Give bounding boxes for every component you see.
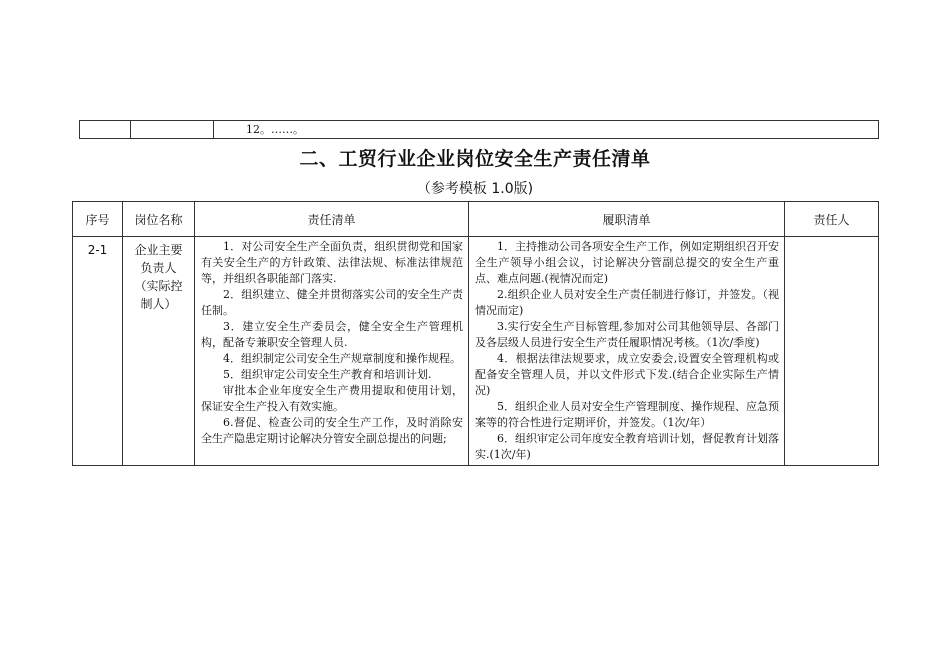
prev-cell-item: 12。……。 bbox=[214, 121, 879, 139]
performance-item: 1．主持推动公司各项安全生产工作，例如定期组织召开安全生产领导小组会议，讨论解决分管副总提交的安全生产重点、难点问题.(视情况而定) bbox=[475, 240, 779, 285]
table-row bbox=[73, 237, 879, 466]
previous-table-fragment bbox=[79, 120, 879, 139]
responsibility-item: 4．组织制定公司安全生产规章制度和操作规程。 bbox=[223, 352, 461, 365]
responsibility-item: 1．对公司安全生产全面负责，组织贯彻党和国家有关安全生产的方针政策、法律法规、标准法律规范等，并组织各职能部门落实. bbox=[201, 240, 463, 285]
previous-table-row bbox=[80, 121, 879, 139]
header-person: 责任人 bbox=[785, 202, 879, 237]
performance-list bbox=[469, 237, 785, 466]
responsibility-table bbox=[72, 201, 879, 466]
header-position: 岗位名称 bbox=[123, 202, 195, 237]
header-seq: 序号 bbox=[73, 202, 123, 237]
row-seq: 2-1 bbox=[73, 237, 123, 466]
responsibility-item: 3．建立安全生产委员会，健全安全生产管理机构，配备专兼职安全管理人员. bbox=[201, 320, 463, 349]
prev-cell-empty-2 bbox=[131, 121, 214, 139]
responsibility-item: 2．组织建立、健全并贯彻落实公司的安全生产责任制。 bbox=[201, 288, 463, 317]
row-person bbox=[785, 237, 879, 466]
header-responsibility: 责任清单 bbox=[195, 202, 469, 237]
performance-item: 5．组织企业人员对安全生产管理制度、操作规程、应急预案等的符合性进行定期评价，并签发。（1次/年） bbox=[475, 400, 779, 429]
performance-item: 4．根据法律法规要求，成立安委会,设置安全管理机构或配备安全管理人员，并以文件形式下发.(结合企业实际生产情况) bbox=[475, 352, 779, 397]
header-performance: 履职清单 bbox=[469, 202, 785, 237]
responsibility-item: 5．组织审定公司安全生产教育和培训计划. bbox=[223, 368, 432, 381]
row-position: 企业主要负责人（实际控制人） bbox=[123, 237, 195, 466]
section-title: 二、工贸行业企业岗位安全生产责任清单 bbox=[299, 148, 651, 170]
responsibility-list bbox=[195, 237, 469, 466]
prev-cell-empty-1 bbox=[80, 121, 131, 139]
responsibility-item: 审批本企业年度安全生产费用提取和使用计划，保证安全生产投入有效实施。 bbox=[201, 384, 463, 413]
performance-item: 2.组织企业人员对安全生产责任制进行修订，并签发。（视情况而定) bbox=[475, 288, 779, 317]
section-subtitle: （参考模板 1.0版) bbox=[416, 181, 534, 197]
table-header-row bbox=[73, 202, 879, 237]
performance-item: 6．组织审定公司年度安全教育培训计划，督促教育计划落实.(1次/年) bbox=[475, 432, 779, 461]
responsibility-item: 6.督促、检查公司的安全生产工作，及时消除安全生产隐患定期讨论解决分管安全副总提出的问题; bbox=[201, 416, 463, 445]
performance-item: 3.实行安全生产目标管理,参加对公司其他领导层、各部门及各层级人员进行安全生产责任履职情况考核。（1次/季度) bbox=[475, 320, 779, 349]
